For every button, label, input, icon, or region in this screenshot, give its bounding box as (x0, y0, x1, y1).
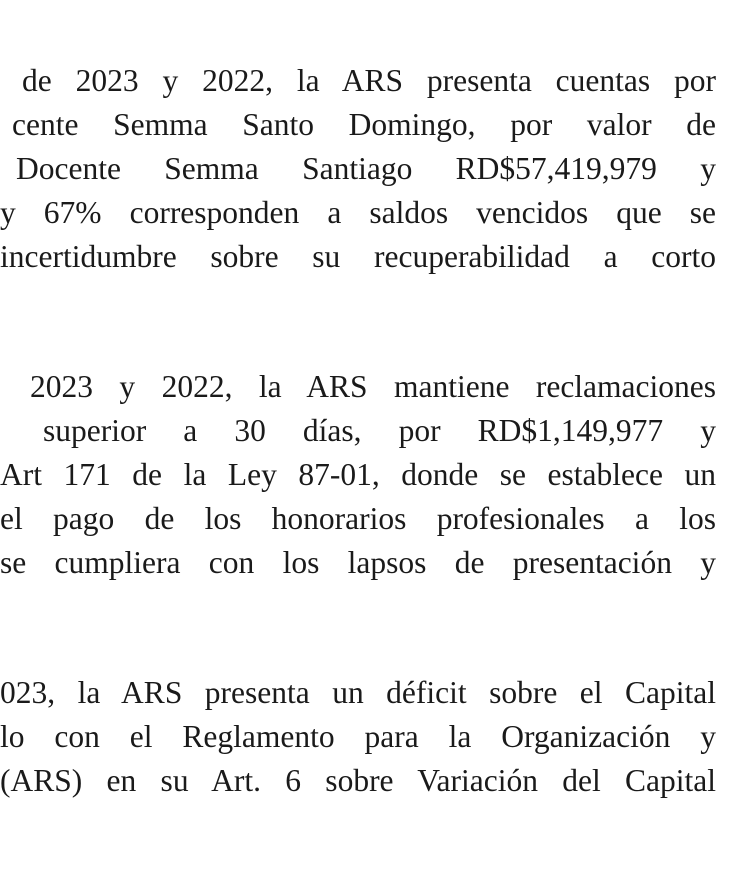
text-line: incertidumbre sobre su recuperabilidad a corto (0, 239, 716, 274)
text-line: superior a 30 días, por RD$1,149,977 y (43, 413, 716, 448)
text-line: y 67% corresponden a saldos vencidos que se (0, 195, 716, 230)
text-line: se cumpliera con los lapsos de presentación y (0, 545, 716, 580)
text-line: Art 171 de la Ley 87-01, donde se establece un (0, 457, 716, 492)
text-line: Docente Semma Santiago RD$57,419,979 y (16, 151, 716, 186)
text-line: cente Semma Santo Domingo, por valor de (12, 107, 716, 142)
text-line: 2023 y 2022, la ARS mantiene reclamaciones (30, 369, 716, 404)
text-line: 023, la ARS presenta un déficit sobre el Capital (0, 675, 716, 710)
text-line: el pago de los honorarios profesionales a los (0, 501, 716, 536)
text-line: de 2023 y 2022, la ARS presenta cuentas por (22, 63, 716, 98)
text-line: lo con el Reglamento para la Organización y (0, 719, 716, 754)
text-line: (ARS) en su Art. 6 sobre Variación del Capital (0, 763, 716, 798)
